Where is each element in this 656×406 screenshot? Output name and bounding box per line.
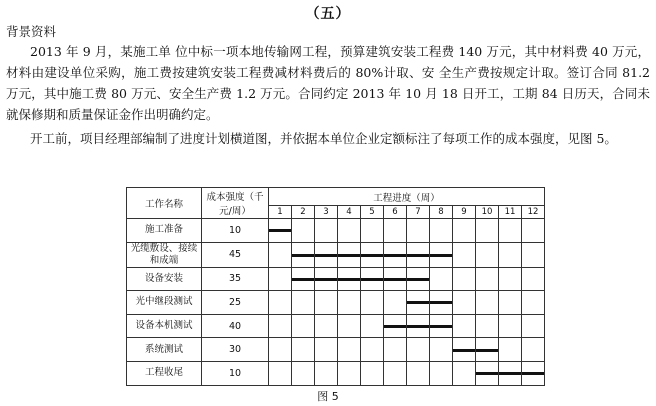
week-cell: [338, 291, 361, 315]
week-header-8: 8: [430, 206, 453, 219]
gantt-body: [127, 219, 545, 386]
week-cell: [499, 242, 522, 267]
week-cell: [269, 291, 292, 315]
week-cell: [430, 338, 453, 362]
progress-bar-segment: [407, 278, 429, 281]
week-header-11: 11: [499, 206, 522, 219]
week-cell: [522, 267, 545, 291]
gantt-chart-table: [126, 187, 545, 386]
week-cell: [315, 361, 338, 385]
week-cell: [453, 242, 476, 267]
week-cell: [269, 361, 292, 385]
paragraph-1: 2013 年 9 月，某施工单 位中标一项本地传输网工程，预算建筑安装工程费 140 万元，其中材料费 40 万元，材料由建设单位采购，施工费按建筑安装工程费减材料费后的 80%计取、安 全生产费按规定计取。签订合同 81.2 万元，其中施工费 80 万元、安全生产费 1.2 万元。合同约定 2013 年 10 月 18 日开工，工期 84 日历天，合同未就保修期和质量保证金作出明确约定。: [6, 44, 650, 122]
week-cell: [361, 361, 384, 385]
progress-bar-segment: [453, 349, 475, 352]
task-cost: 10: [202, 361, 269, 385]
task-name: 施工准备: [127, 219, 202, 243]
progress-bar-segment: [476, 372, 498, 375]
week-cell: [292, 291, 315, 315]
week-cell: [476, 361, 499, 385]
week-cell: [269, 219, 292, 243]
week-header-3: 3: [315, 206, 338, 219]
week-cell: [338, 361, 361, 385]
week-cell: [315, 291, 338, 315]
progress-bar-segment: [499, 372, 521, 375]
task-cost: 45: [202, 242, 269, 267]
progress-bar-segment: [338, 278, 360, 281]
week-cell: [292, 219, 315, 243]
week-cell: [292, 242, 315, 267]
week-cell: [361, 219, 384, 243]
week-cell: [407, 291, 430, 315]
week-cell: [453, 219, 476, 243]
task-cost: 35: [202, 267, 269, 291]
task-name: 工程收尾: [127, 361, 202, 385]
week-header-12: 12: [522, 206, 545, 219]
week-cell: [384, 314, 407, 338]
week-cell: [338, 219, 361, 243]
week-cell: [499, 291, 522, 315]
progress-bar-segment: [384, 278, 406, 281]
week-cell: [361, 338, 384, 362]
progress-bar-segment: [361, 278, 383, 281]
task-cost: 10: [202, 219, 269, 243]
week-cell: [476, 338, 499, 362]
week-cell: [453, 361, 476, 385]
week-cell: [361, 314, 384, 338]
figure-caption: 图 5: [317, 390, 339, 403]
week-cell: [292, 314, 315, 338]
task-cost: 25: [202, 291, 269, 315]
week-cell: [338, 338, 361, 362]
progress-bar-segment: [315, 254, 337, 257]
progress-bar-segment: [430, 301, 452, 304]
progress-bar-segment: [407, 254, 429, 257]
week-cell: [338, 314, 361, 338]
header-task-name: 工作名称: [127, 188, 202, 219]
week-cell: [338, 267, 361, 291]
week-cell: [522, 361, 545, 385]
week-cell: [407, 361, 430, 385]
week-cell: [476, 219, 499, 243]
task-row: [127, 314, 545, 338]
week-cell: [384, 291, 407, 315]
week-cell: [315, 219, 338, 243]
week-cell: [338, 242, 361, 267]
week-cell: [522, 314, 545, 338]
header-cost-intensity: 成本强度（千元/周）: [202, 188, 269, 219]
week-cell: [315, 242, 338, 267]
task-name: 系统测试: [127, 338, 202, 362]
week-cell: [384, 219, 407, 243]
week-cell: [499, 314, 522, 338]
week-cell: [292, 361, 315, 385]
week-cell: [384, 361, 407, 385]
week-cell: [407, 242, 430, 267]
week-cell: [361, 291, 384, 315]
progress-bar-segment: [384, 325, 406, 328]
week-cell: [315, 338, 338, 362]
week-cell: [522, 291, 545, 315]
progress-bar-segment: [430, 325, 452, 328]
task-cost: 30: [202, 338, 269, 362]
task-name: 设备本机测试: [127, 314, 202, 338]
progress-bar-segment: [407, 301, 429, 304]
week-cell: [430, 242, 453, 267]
week-cell: [499, 338, 522, 362]
week-cell: [430, 361, 453, 385]
week-cell: [453, 291, 476, 315]
week-cell: [499, 361, 522, 385]
task-row: [127, 361, 545, 385]
progress-bar-segment: [407, 325, 429, 328]
week-cell: [407, 338, 430, 362]
week-header-4: 4: [338, 206, 361, 219]
week-cell: [476, 291, 499, 315]
progress-bar-segment: [430, 254, 452, 257]
header-progress: 工程进度（周）: [269, 188, 545, 206]
progress-bar-segment: [338, 254, 360, 257]
progress-bar-segment: [292, 254, 314, 257]
week-header-5: 5: [361, 206, 384, 219]
week-header-7: 7: [407, 206, 430, 219]
progress-bar-segment: [269, 229, 291, 232]
week-cell: [407, 219, 430, 243]
week-cell: [522, 219, 545, 243]
week-header-1: 1: [269, 206, 292, 219]
progress-bar-segment: [292, 278, 314, 281]
task-name: 设备安装: [127, 267, 202, 291]
week-header-10: 10: [476, 206, 499, 219]
week-header-6: 6: [384, 206, 407, 219]
task-cost: 40: [202, 314, 269, 338]
task-row: [127, 242, 545, 267]
week-cell: [269, 314, 292, 338]
week-cell: [430, 314, 453, 338]
week-cell: [476, 267, 499, 291]
week-cell: [269, 267, 292, 291]
task-row: [127, 219, 545, 243]
week-cell: [361, 267, 384, 291]
week-cell: [269, 242, 292, 267]
week-cell: [407, 267, 430, 291]
task-row: [127, 267, 545, 291]
week-cell: [522, 242, 545, 267]
week-cell: [407, 314, 430, 338]
week-cell: [430, 267, 453, 291]
week-header-9: 9: [453, 206, 476, 219]
task-name: 光缆敷设、接续和成端: [127, 242, 202, 267]
week-cell: [269, 338, 292, 362]
section-heading: （五）: [305, 6, 351, 22]
week-cell: [315, 314, 338, 338]
week-cell: [292, 267, 315, 291]
week-cell: [315, 267, 338, 291]
progress-bar-segment: [361, 254, 383, 257]
week-cell: [453, 314, 476, 338]
week-cell: [453, 267, 476, 291]
week-cell: [384, 338, 407, 362]
week-cell: [430, 291, 453, 315]
week-cell: [453, 338, 476, 362]
week-cell: [430, 219, 453, 243]
week-cell: [384, 267, 407, 291]
week-cell: [499, 267, 522, 291]
week-cell: [384, 242, 407, 267]
week-cell: [292, 338, 315, 362]
week-cell: [476, 242, 499, 267]
week-header-2: 2: [292, 206, 315, 219]
progress-bar-segment: [522, 372, 544, 375]
progress-bar-segment: [476, 349, 498, 352]
task-row: [127, 338, 545, 362]
progress-bar-segment: [315, 278, 337, 281]
background-label: 背景资料: [6, 24, 57, 39]
progress-bar-segment: [384, 254, 406, 257]
task-name: 光中继段测试: [127, 291, 202, 315]
paragraph-2: 开工前，项目经理部编制了进度计划横道图，并依据本单位企业定额标注了每项工作的成本强度，见图 5。: [30, 131, 617, 146]
week-cell: [499, 219, 522, 243]
week-cell: [361, 242, 384, 267]
task-row: [127, 291, 545, 315]
week-cell: [522, 338, 545, 362]
week-cell: [476, 314, 499, 338]
